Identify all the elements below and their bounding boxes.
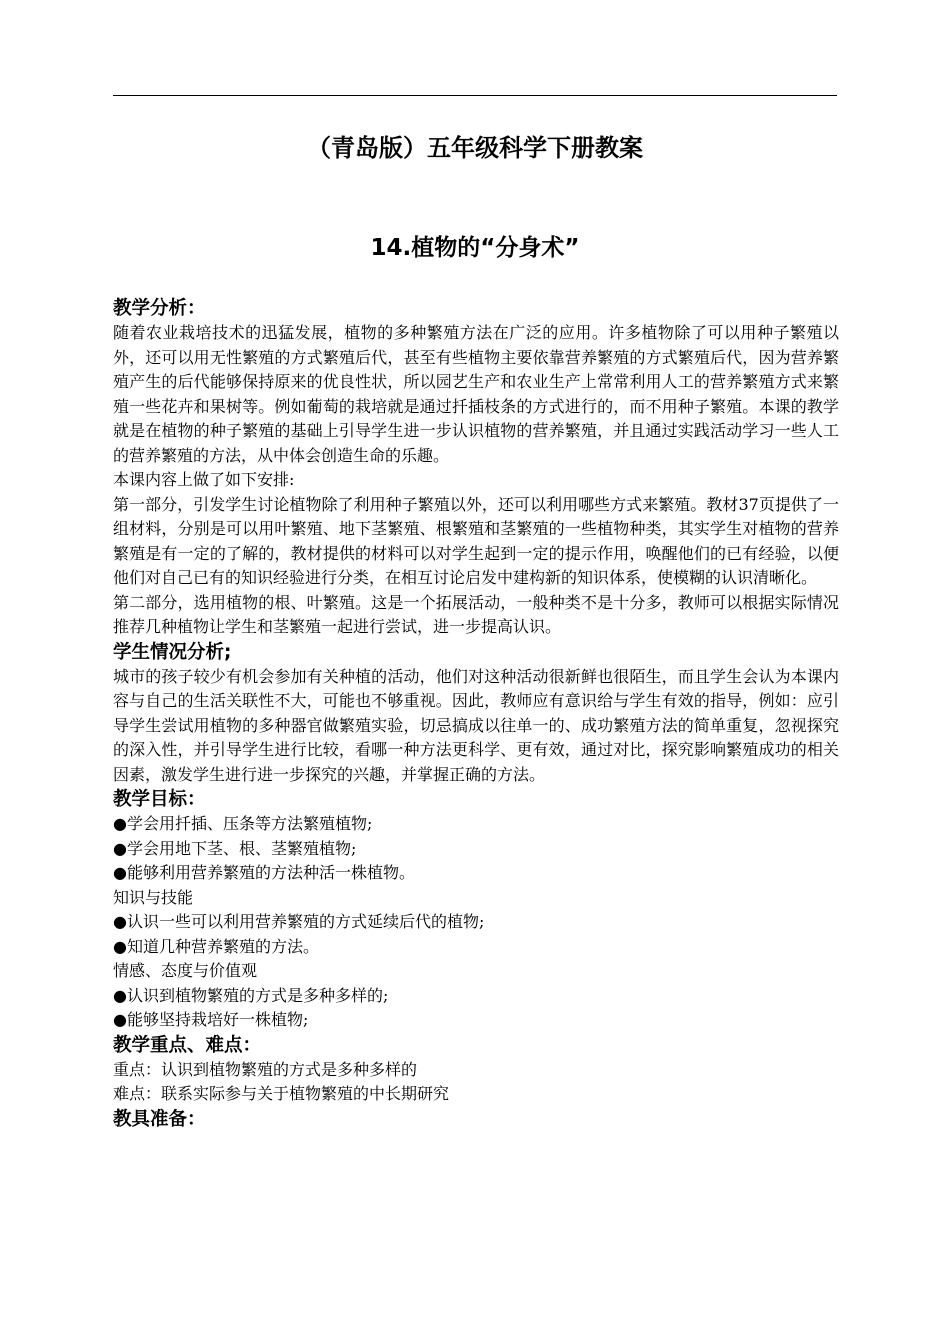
list-item: ●认识到植物繁殖的方式是多种多样的; (113, 984, 839, 1009)
bullet-icon: ● (113, 1010, 127, 1029)
analysis-paragraph: 第二部分，选用植物的根、叶繁殖。这是一个拓展活动，一般种类不是十分多，教师可以根据实际情况推荐几种植物让学生和茎繁殖一起进行尝试，进一步提高认识。 (113, 592, 839, 636)
goal-list (113, 910, 839, 959)
document-title: （青岛版）五年级科学下册教案 (307, 134, 643, 162)
key-point-difficulty: 难点：联系实际参与关于植物繁殖的中长期研究 (113, 1084, 450, 1103)
bullet-icon: ● (113, 936, 127, 956)
goal-list (113, 812, 839, 886)
student-paragraph: 城市的孩子较少有机会参加有关种植的活动，他们对这种活动很新鲜也很陌生，而且学生会认为本课内容与自己的生活关联性不大，可能也不够重视。因此，教师应有意识给与学生有效的指导，例如：应引导学生尝试用植物的多种器官做繁殖实验，切忌搞成以往单一的、成功繁殖方法的简单重复，忽视探究的深入性，并引导学生进行比较，看哪一种方法更科学、更有效，通过对比，探究影响繁殖成功的相关因素，激发学生进行进一步探究的兴趣，并掌握正确的方法。 (113, 666, 839, 784)
list-item: ●知道几种营养繁殖的方法。 (113, 935, 839, 960)
bullet-icon: ● (113, 985, 127, 1005)
document-body (113, 296, 839, 1132)
list-item: ●认识一些可以利用营养繁殖的方式延续后代的植物; (113, 910, 839, 935)
list-item: ●学会用扦插、压条等方法繁殖植物; (113, 812, 839, 837)
header-rule (113, 95, 837, 96)
goal-list (113, 984, 839, 1033)
goal-subheading: 知识与技能 (113, 887, 194, 907)
section-heading-goals: 教学目标： (113, 789, 206, 810)
bullet-icon: ● (113, 863, 127, 882)
section-heading-materials: 教具准备： (113, 1108, 206, 1130)
section-heading-student: 学生情况分析; (113, 641, 232, 663)
analysis-paragraph: 本课内容上做了如下安排: (113, 470, 295, 489)
lesson-title: 14.植物的“分身术” (370, 235, 580, 261)
goal-subheading: 情感、态度与价值观 (113, 961, 258, 980)
analysis-paragraph: 随着农业栽培技术的迅猛发展，植物的多种繁殖方法在广泛的应用。许多植物除了可以用种子繁殖以外，还可以用无性繁殖的方式繁殖后代，甚至有些植物主要依靠营养繁殖的方式繁殖后代，因为营养繁殖产生的后代能够保持原来的优良性状，所以园艺生产和农业生产上常常利用人工的营养繁殖方式来繁殖一些花卉和果树等。例如葡萄的栽培就是通过扦插枝条的方式进行的，而不用种子繁殖。本课的教学就是在植物的种子繁殖的基础上引导学生进一步认识植物的营养繁殖，并且通过实践活动学习一些人工的营养繁殖的方法，从中体会创造生命的乐趣。 (113, 323, 839, 465)
key-point-focus: 重点：认识到植物繁殖的方式是多种多样的 (113, 1059, 418, 1079)
list-item: ●能够利用营养繁殖的方法种活一株植物。 (113, 861, 839, 886)
bullet-icon: ● (113, 838, 127, 858)
bullet-icon: ● (113, 912, 127, 931)
section-heading-analysis: 教学分析： (113, 298, 206, 319)
list-item: ●能够坚持栽培好一株植物; (113, 1008, 839, 1033)
analysis-paragraph: 第一部分，引发学生讨论植物除了利用种子繁殖以外，还可以利用哪些方式来繁殖。教材37页提供了一组材料，分别是可以用叶繁殖、地下茎繁殖、根繁殖和茎繁殖的一些植物种类，其实学生对植物的营养繁殖是有一定的了解的，教材提供的材料可以对学生起到一定的提示作用，唤醒他们的已有经验，以便他们对自己已有的知识经验进行分类，在相互讨论启发中建构新的知识体系，使模糊的认识清晰化。 (113, 494, 839, 587)
section-heading-key-points: 教学重点、难点： (113, 1034, 262, 1056)
list-item: ●学会用地下茎、根、茎繁殖植物; (113, 837, 839, 862)
bullet-icon: ● (113, 814, 127, 833)
